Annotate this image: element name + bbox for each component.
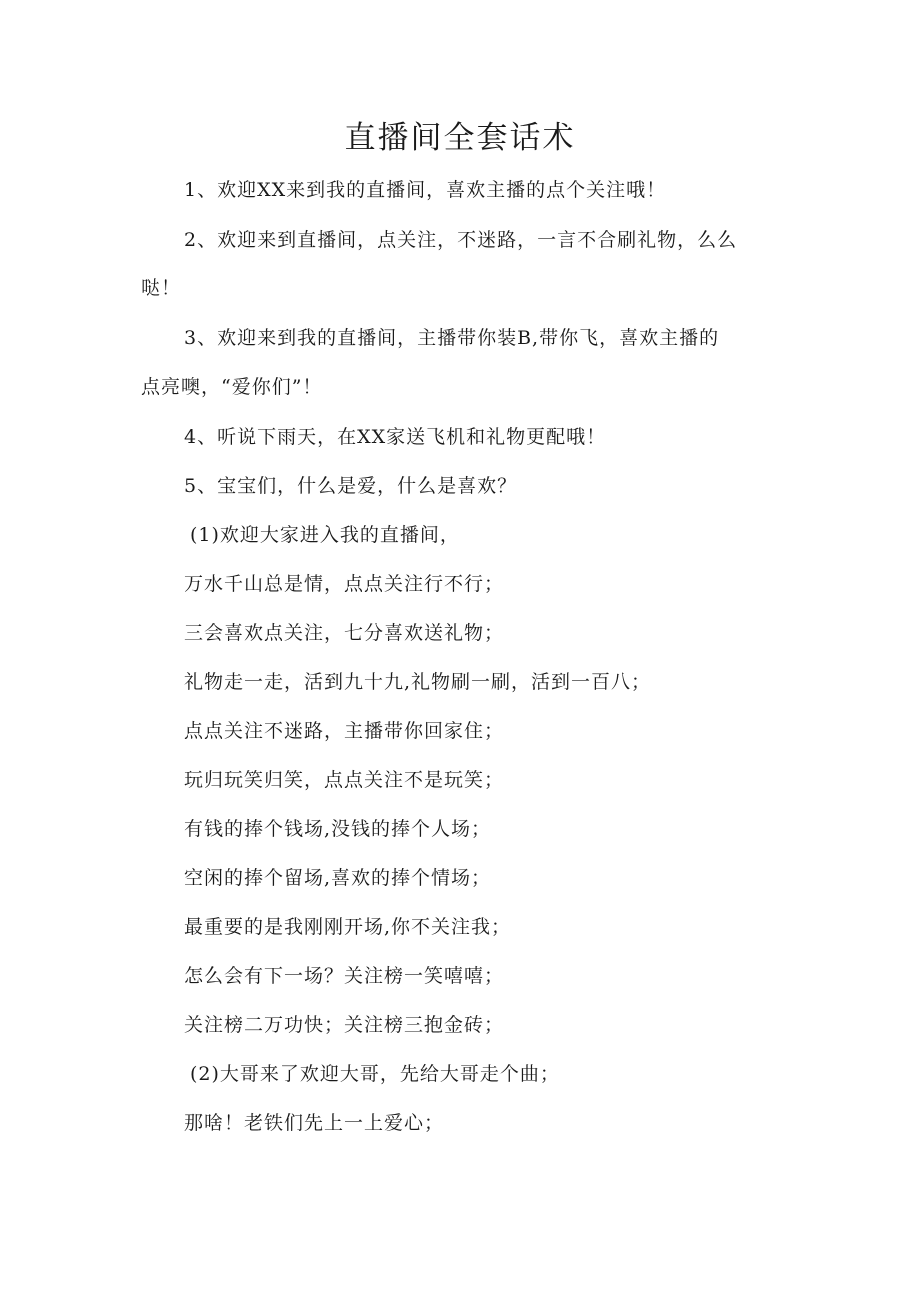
- sub-1-line: 礼物走一走，活到九十九,礼物刷一刷，活到一百八；: [184, 671, 652, 693]
- sub-1-line: 三会喜欢点关注，七分喜欢送礼物；: [184, 622, 505, 644]
- sub-1-line: 万水千山总是情，点点关注行不行；: [184, 573, 505, 595]
- sub-1-heading: (1)欢迎大家进入我的直播间，: [190, 524, 460, 546]
- sub-2-line: 那啥！老铁们先上一上爱心；: [184, 1112, 445, 1134]
- sub-1-line: 怎么会有下一场？关注榜一笑嘻嘻；: [184, 965, 505, 987]
- item-3-line-1: 3、欢迎来到我的直播间，主播带你装B,带你飞，喜欢主播的: [184, 327, 720, 349]
- item-5: 5、宝宝们，什么是爱，什么是喜欢？: [184, 475, 518, 497]
- item-1: 1、欢迎XX来到我的直播间，喜欢主播的点个关注哦！: [184, 179, 667, 201]
- sub-1-line: 关注榜二万功快；关注榜三抱金砖；: [184, 1014, 505, 1036]
- item-3-line-2: 点亮噢，“爱你们”！: [141, 376, 323, 398]
- sub-1-line: 玩归玩笑归笑，点点关注不是玩笑；: [184, 769, 505, 791]
- item-2-line-2: 哒！: [141, 277, 182, 299]
- sub-2-heading: (2)大哥来了欢迎大哥，先给大哥走个曲；: [190, 1063, 560, 1085]
- document-title: 直播间全套话术: [344, 120, 576, 156]
- item-2-line-1: 2、欢迎来到直播间，点关注，不迷路，一言不合刷礼物，么么: [184, 229, 738, 251]
- sub-1-line: 点点关注不迷路，主播带你回家住；: [184, 720, 505, 742]
- item-4: 4、听说下雨天，在XX家送飞机和礼物更配哦！: [184, 426, 607, 448]
- sub-1-line: 最重要的是我刚刚开场,你不关注我；: [184, 916, 512, 938]
- sub-1-line: 空闲的捧个留场,喜欢的捧个情场；: [184, 867, 492, 889]
- sub-1-line: 有钱的捧个钱场,没钱的捧个人场；: [184, 818, 492, 840]
